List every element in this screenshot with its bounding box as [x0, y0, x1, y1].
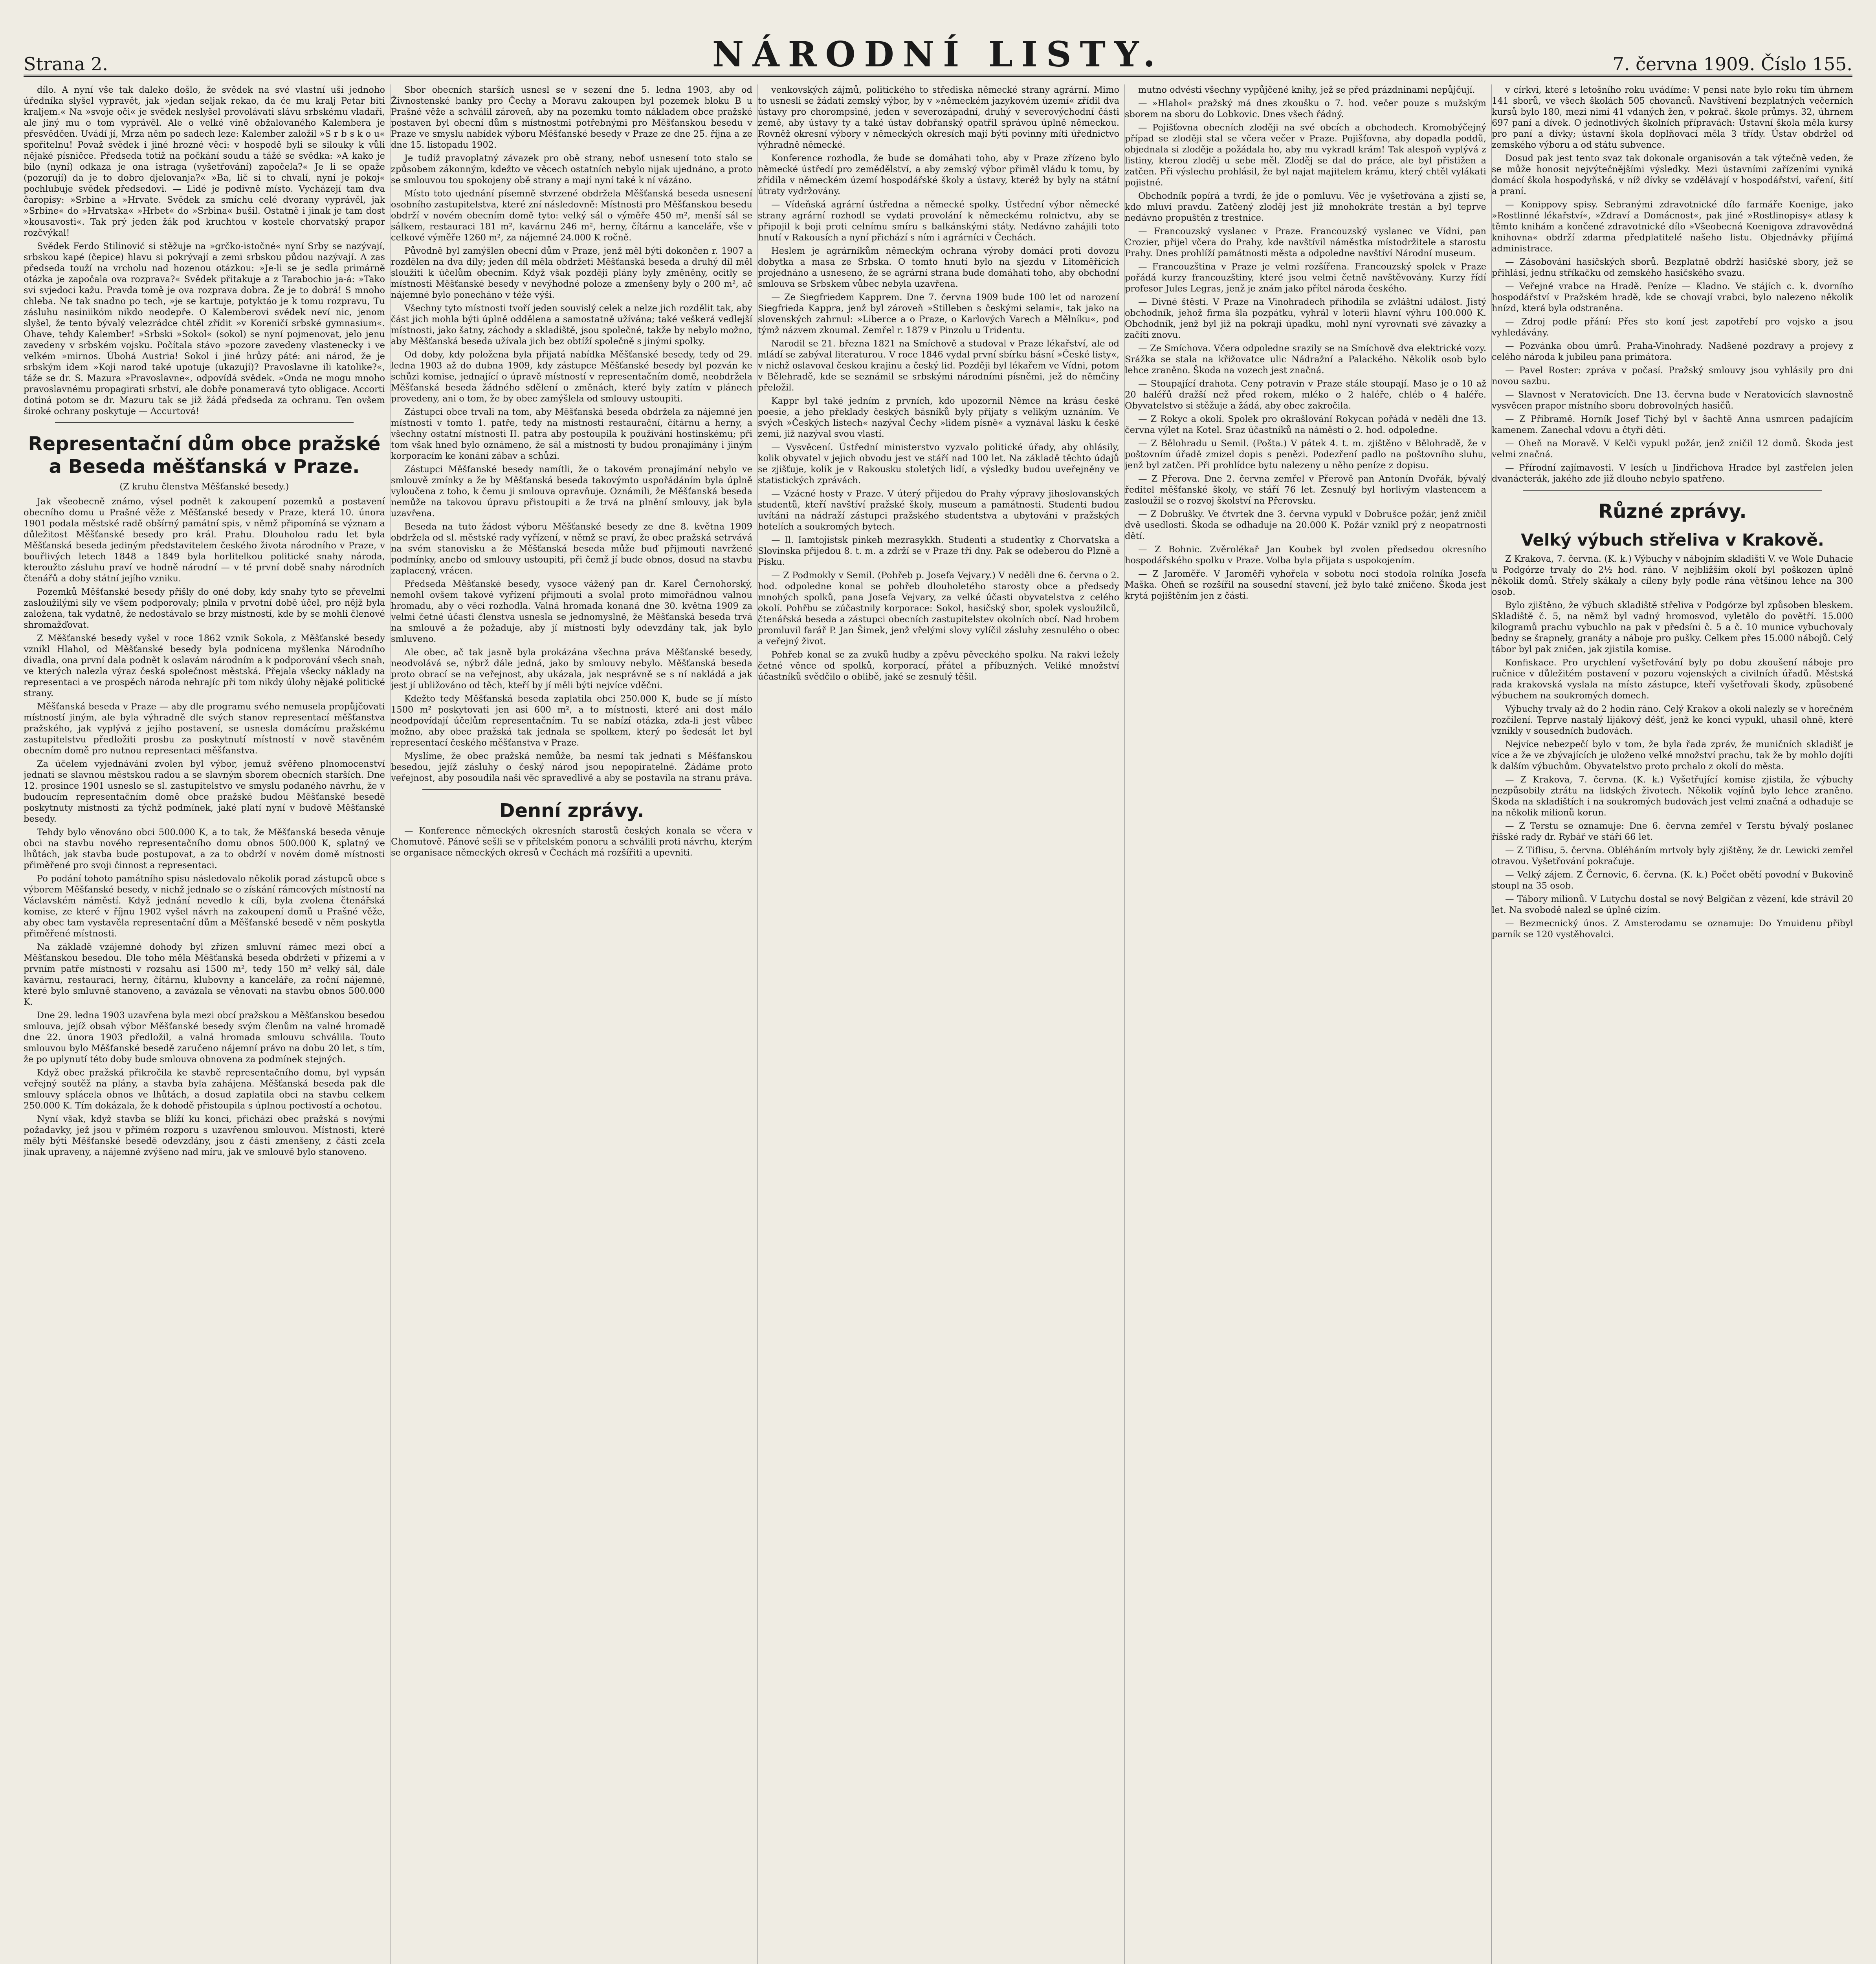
divider [55, 422, 354, 423]
column-3 [757, 84, 1119, 1964]
paragraph: Tehdy bylo věnováno obci 500.000 K, a to tak, že Měšťanská beseda věnuje obci na stavbu nového representačního domu obnos 500.000 K, splatný ve lhůtách, jak stavba bude postupovat, a za to obdrží v novém domě místnosti přiměřené pro svoji činnost a representaci. [24, 827, 385, 870]
paragraph: — Konference německých okresních starostů českých konala se včera v Chomutově. Pánové sešli se v přítelském ponoru a schválili proti návrhu, kterým se organisace německých okresů v Čechách má rozšířiti a upevniti. [391, 826, 752, 858]
page-number: Strana 2. [24, 53, 108, 75]
paragraph: — »Hlahol« pražský má dnes zkoušku o 7. hod. večer pouze s mužským sborem na sboru do Lobkovic. Dnes všech řádný. [1125, 98, 1486, 119]
paragraph: — Ze Siegfriedem Kapprem. Dne 7. června 1909 bude 100 let od narození Siegfrieda Kappra, jenž byl zároveň »Stilleben s českými selami«, tak jako na slovenských zahrnul: »Liberce a o Praze, o Karlových Varech a Mělníku«, pod týmž názvem zkoumal. Zemřel r. 1879 v Pinzolu u Tridentu. [758, 292, 1119, 335]
paragraph: — Ze Smíchova. Včera odpoledne srazily se na Smíchově dva elektrické vozy. Srážka se stala na křižovatce ulic Nádražní a Palackého. Několik osob bylo lehce zraněno. Škoda na vozech jest značná. [1125, 343, 1486, 376]
paragraph: Zástupci Měšťanské besedy namítli, že o takovém pronajímání nebylo ve smlouvě zmínky a že by Měšťanská beseda takovýmto uspořádáním byla úplně vyloučena z toho, k čemu ji smlouva opravňuje. Oznámili, že Měšťanská beseda nemůže na takovou úpravu přistoupiti a že trvá na plnění smlouvy, jak byla uzavřena. [391, 464, 752, 518]
paragraph: Pohřeb konal se za zvuků hudby a zpěvu pěveckého spolku. Na rakvi ležely četné věnce od spolků, korporací, přátel a příbuzných. Veliké množství účastníků svědčilo o oblibě, jaké se zesnulý těšil. [758, 650, 1119, 682]
paragraph: Konfiskace. Pro urychlení vyšetřování byly po dobu zkoušení náboje pro ručnice v důležitém postavení v pozoru vojenských a civilních úřadů. Městská rada krakovská vyslala na místo zástupce, kteří vyšetřovali škody, způsobené výbuchem na soukromých domech. [1492, 658, 1853, 701]
paragraph: Jak všeobecně známo, výsel podnět k zakoupení pozemků a postavení obecního domu u Prašné věže z Měšťanské besedy v Praze, která 10. února 1901 podala městské radě obšírný památní spis, v němž připomíná se význam a důležitost Měšťanské besedy pro král. Prahu. Dlouholou radu let byla Měšťanská beseda jediným představitelem českého života národního v Praze, v bouřlivých letech 1848 a 1849 byla horlitelkou politické snahy národa, kteroužto zásluhu praví ve hodně národní — v té první době snahy národních čtenářů a doby státní jejího vzniku. [24, 496, 385, 584]
paragraph: — Z Podmokly v Semil. (Pohřeb p. Josefa Vejvary.) V neděli dne 6. června o 2. hod. odpoledne konal se pohřeb dlouholetého starosty obce a předsedy mnohých spolků, pana Josefa Vejvary, za velké účasti obyvatelstva z celého okolí. Pohřbu se zúčastnily korporace: Sokol, hasičský sbor, spolek vysloužilců, čtenářská beseda a zástupci obecních zastupitelstev okolních obcí. Nad hrobem promluvil farář P. Jan Šimek, jenž vřelými slovy vylíčil zásluhy zesnulého o obec a veřejný život. [758, 570, 1119, 647]
paragraph: Původně byl zamýšlen obecní dům v Praze, jenž měl býti dokončen r. 1907 a rozdělen na dva díly; jeden díl měla obdržeti Měšťanská beseda a druhý díl měl sloužiti k účelům obecním. Když však později plány byly změněny, ocitly se místnosti Měšťanské besedy v nevýhodné poloze a zmenšeny byly o 200 m², ač nájemné bylo ponecháno v téže výši. [391, 246, 752, 300]
column-text [391, 84, 752, 784]
paragraph: — Pavel Roster: zpráva v počasí. Pražský smlouvy jsou vyhlásily pro dni novou sazbu. [1492, 365, 1853, 387]
article-body [391, 825, 752, 858]
paragraph: Od doby, kdy položena byla přijatá nabídka Měšťanské besedy, tedy od 29. ledna 1903 až do dubna 1909, kdy zástupce Měšťanské besedy byl pozván ke schůzi komise, jednající o úpravě místností v representačním domě, neobdržela Měšťanská beseda žádného sdělení o změnách, které byly zatím v plánech provedeny, ani o tom, že by obec zamýšlela od smlouvy ustoupiti. [391, 350, 752, 404]
paragraph: — Z Dobrušky. Ve čtvrtek dne 3. června vypukl v Dobrušce požár, jenž zničil dvě usedlosti. Škoda se odhaduje na 20.000 K. Požár vznikl prý z neopatrnosti dětí. [1125, 509, 1486, 541]
paragraph: — Přírodní zajímavosti. V lesích u Jindřichova Hradce byl zastřelen jelen dvanácterák, jakého zde již dlouho nebylo spatřeno. [1492, 463, 1853, 484]
masthead [24, 20, 1852, 77]
paragraph: — Oheň na Moravě. V Kelči vypukl požár, jenž zničil 12 domů. Škoda jest velmi značná. [1492, 438, 1853, 460]
paragraph: Dosud pak jest tento svaz tak dokonale organisován a tak výtečně veden, že se může honosit nejvýtečnějšími výsledky. Mezi ústavními zařízeními vyniká domácí škola hospodyňská, v níž dívky se vzdělávají v hospodářství, vaření, šití a praní. [1492, 153, 1853, 196]
column-2 [391, 84, 752, 1964]
paragraph: Výbuchy trvaly až do 2 hodin ráno. Celý Krakov a okolí nalezly se v horečném rozčilení. Teprve nastalý lijákový déšť, jenž ke konci vypukl, uhasil ohně, které vznikly v sousedních budovách. [1492, 704, 1853, 736]
article-headline: Representační dům obce pražské a Beseda měšťanská v Praze. [28, 433, 381, 478]
article-byline: (Z kruhu členstva Měšťanské besedy.) [119, 482, 289, 492]
issue-date: 7. června 1909. Číslo 155. [1612, 53, 1852, 75]
paragraph: dílo. A nyní vše tak daleko došlo, že svědek na své vlastní uši jednoho úředníka slyšel vypravět, jak »jedan seljak rekao, da će mu kralj Petar biti kraljem.« Na »svoje oči« je svědek neslyšel provolávati slávu srbskému vladaři, ale jiný mu o tom vyprávěl. Ale o velké vině obžalovaného Kalembera je přesvědčen. Uvádí jí, Mrza něm po sadech leze: Kalember založil »S r b s k o u« spořitelnu! Považ svědek i jiné hrozné věci: v hospodě byli se silouky k vůli nějaké písničce. Předseda totiž na počkání soudu a tážé se svědka: »A kako je bilo (nyní) odkaza je ona istraga (vyšetřování) započela?« Je li se opaže (pozorují) da je to dobro djelovanja?« »Ba, lič si to chvalí, nyní je pokoj« pochlubuje svědek předsedovi. — Lidé je podivně místo. Vycházejí tam dva čaropisy: »Srbine a »Hrvate. Svědek za smíchu celé dvorany vyprávěl, jak »Srbine« do »Hrvatska« »Hrbet« do »Srbina« bušil. Ostatně i jinak je tam dost »kousavosti«. Tak prý jeden žák pod kruchtou v kostele chorvatský prapor rozčvýkal! [24, 85, 385, 238]
paragraph: — Slavnost v Neratovicích. Dne 13. června bude v Neratovicích slavnostně vysvěcen prapor místního sboru dobrovolných hasičů. [1492, 390, 1853, 411]
paragraph: Kappr byl také jedním z prvních, kdo upozornil Němce na krásu české poesie, a jeho překlady českých básníků byly přijaty s velikým uznáním. Ve svých »Českých listech« nazýval Čechy »lidem písně« a vyznával lásku k české zemi, již nazýval svou vlastí. [758, 396, 1119, 439]
paragraph: — Z Terstu se oznamuje: Dne 6. června zemřel v Terstu bývalý poslanec říšské rady dr. Rybář ve stáří 66 let. [1492, 821, 1853, 842]
divider [422, 789, 721, 790]
paragraph: — Vídeňská agrární ústředna a německé spolky. Ústřední výbor německé strany agrární rozhodl se vydati provolání k německému rolnictvu, aby se připojil k boji proti celnímu smíru s balkánskými státy. Nedávno zahájili toto hnutí v Rakousích a nyní přichází s ním i agrárníci v Čechách. [758, 200, 1119, 243]
paragraph: Z Měšťanské besedy vyšel v roce 1862 vznik Sokola, z Měšťanské besedy vznikl Hlahol, od Měšťanské besedy byla podnícena myšlenka Národního divadla, ona první dala podnět k oslavám národním a k podporování všech snah, ve kterých nalezla výraz česká společnost městská. Přejala všecky náklady na representaci a ve prospěch národa nehrajíc při tom nikdy úlohy nějaké politické strany. [24, 633, 385, 698]
column-text [758, 84, 1119, 682]
article-headline: Denní zprávy. [499, 800, 644, 822]
article-subheadline: Velký výbuch střeliva v Krakově. [1521, 530, 1824, 550]
paragraph: — Z Krakova, 7. června. (K. k.) Vyšetřující komise zjistila, že výbuchy nezpůsobily ztrátu na lidských životech. Několik vojínů bylo lehce zraněno. Škoda na skladištích i na soukromých budovách jest velmi značná a odhaduje se na několik milionů korun. [1492, 775, 1853, 818]
paragraph: Na základě vzájemné dohody byl zřízen smluvní rámec mezi obcí a Měšťanskou besedou. Dle toho měla Měšťanská beseda obdržeti v přízemí a v prvním patře místnosti v rozsahu asi 1500 m², tedy 150 m² velký sál, dále kavárnu, restauraci, herny, čítárnu, klubovny a kanceláře, za roční nájemné, které bylo smluvně stanoveno, a zavázala se věnovati na stavbu obnos 500.000 K. [24, 942, 385, 1007]
paragraph: Je tudíž pravoplatný závazek pro obě strany, neboť usnesení toto stalo se způsobem zákonným, kdežto ve věcech ostatních nebylo nijak ujednáno, a proto se smlouvou tou spokojeny obě strany a mají nyní také k ní vázáno. [391, 153, 752, 185]
paragraph: Po podání tohoto památního spisu následovalo několik porad zástupců obce s výborem Měšťanské besedy, v nichž jednalo se o získání rámcových místností na Václavském náměstí. Když jednání nevedlo k cíli, byla zvolena čtenářská komise, ze které v říjnu 1902 vyšel návrh na zakoupení domů u Prašné věže, aby obec tam vystavěla representační dům a Měšťanské besedě v něm poskytla přiměřené místnosti. [24, 874, 385, 939]
paragraph: — Z Rokyc a okolí. Spolek pro okrašlování Rokycan pořádá v neděli dne 13. června výlet na Kotel. Sraz účastníků na náměstí o 2. hod. odpoledne. [1125, 414, 1486, 435]
paragraph: — Il. Iamtojistsk pinkeh mezrasykkh. Studenti a studentky z Chorvatska a Slovinska přijedou 8. t. m. a zdrží se v Praze tři dny. Pak se odeberou do Plzně a Písku. [758, 535, 1119, 567]
paragraph: — Z Bělohradu u Semil. (Pošta.) V pátek 4. t. m. zjištěno v Bělohradě, že v poštovním úřadě zmizel dopis s penězi. Podezření padlo na poštovního sluhu, jenž byl zatčen. Při prohlídce bytu nalezeny u něho peníze z dopisu. [1125, 438, 1486, 471]
paragraph: — Zdroj podle přání: Přes sto koní jest zapotřebí pro vojsko a jsou vyhledávány. [1492, 317, 1853, 338]
paragraph: — Stoupající drahota. Ceny potravin v Praze stále stoupají. Maso je o 10 až 20 haléřů dražší než před rokem, mléko o 2 haléře, chléb o 4 haléře. Obyvatelstvo si stěžuje a žádá, aby obec zakročila. [1125, 379, 1486, 411]
paragraph: venkovských zájmů, politického to střediska německé strany agrární. Mimo to usnesli se žádati zemský výbor, by v »německém jazykovém území« zřídil dva ústavy pro chorompsiné, jeden v severozápadní, druhý v severovýchodní části země, aby ústavy ty a také ústav dobřanský opatřil správou úplně německou. Rovněž okresní výbory v německých okresích mají býti povinny míti úřednictvo výhradně německé. [758, 85, 1119, 150]
paragraph: — Z Přerova. Dne 2. června zemřel v Přerově pan Antonín Dvořák, bývalý ředitel měšťanské školy, ve stáří 76 let. Zesnulý byl horlivým vlastencem a zasloužil se o rozvoj školství na Přerovsku. [1125, 474, 1486, 506]
paragraph: Když obec pražská přikročila ke stavbě representačního domu, byl vypsán veřejný soutěž na plány, a stavba byla zahájena. Měšťanská beseda pak dle smlouvy splácela obnos ve lhůtách, a dosud zaplatila obci na stavbu celkem 250.000 K. Tím dokázala, že k dohodě přistoupila s úplnou poctivostí a ochotou. [24, 1068, 385, 1111]
paragraph: — Z Tiflisu, 5. června. Obléháním mrtvoly byly zjištěny, že dr. Lewicki zemřel otravou. Vyšetřování pokračuje. [1492, 845, 1853, 867]
paragraph: — Konippovy spisy. Sebranými zdravotnické dílo farmáře Koenige, jako »Rostlinné lékařství«, »Zdraví a Domácnost«, pak jiné »Rostlinopisy« atlasy k těmto knihám a končené zdravotnické dílo »Všeobecná Koenigova zdravovědná knihovna« obdrží zdarma předplatitelé našeho listu. Objednávky přijímá administrace. [1492, 200, 1853, 254]
paragraph: — Tábory milionů. V Lutychu dostal se nový Belgičan z vězení, kde strávil 20 let. Na svobodě nalezl se úplně cizím. [1492, 894, 1853, 915]
paragraph: Obchodník popírá a tvrdí, že jde o pomluvu. Věc je vyšetřována a zjistí se, kdo mluví pravdu. Zatčený zloděj jest již mnohokráte trestán a byl teprve nedávno propuštěn z trestnice. [1125, 191, 1486, 223]
article-body [24, 496, 385, 1158]
paragraph: Ale obec, ač tak jasně byla prokázána všechna práva Měšťanské besedy, neodvolává se, nýbrž dále jedná, jako by smlouvy nebylo. Měšťanská beseda proto obrací se na veřejnost, aby ukázala, jak nesprávně se s ní nakládá a jak jest jí ubližováno od těch, kteří by jí měli býti nejvíce vděčni. [391, 647, 752, 691]
paragraph: Narodil se 21. března 1821 na Smíchově a studoval v Praze lékařství, ale od mládí se zabýval literaturou. V roce 1846 vydal první sbírku básní »České listy«, v nichž oslavoval českou krajinu a český lid. Později byl lékařem ve Vídni, potom v Bělehradě, kde se seznámil se srbskými národními písněmi, jež do němčiny přeložil. [758, 339, 1119, 393]
divider [1523, 490, 1822, 491]
paragraph: Bylo zjištěno, že výbuch skladiště střeliva v Podgórze byl způsoben bleskem. Skladiště č. 5, na němž byl vadný hromosvod, vyletělo do povětří. 15.000 kilogramů prachu vybuchlo na pak v předsíni č. 5 a č. 10 munice vybuchovaly bedny se šrapnely, granáty a náboje pro pušky. Celkem přes 15.000 nábojů. Celý tábor byl pak zničen, jak zjistila komise. [1492, 600, 1853, 654]
paragraph: — Vysvěcení. Ústřední ministerstvo vyzvalo politické úřady, aby ohlásily, kolik obyvatel v jejich obvodu jest ve stáří nad 100 let. Na základě těchto údajů se zjišťuje, kolik je v Rakousku stoletých lidí, a výsledky budou uveřejněny ve statistických zprávách. [758, 442, 1119, 486]
paragraph: — Divné štěstí. V Praze na Vinohradech přihodila se zvláštní událost. Jistý obchodník, jehož firma šla pozpátku, vyhrál v loterii hlavní výhru 100.000 K. Obchodník, jenž byl již na pokraji úpadku, mohl nyní vyrovnati své závazky a začíti znovu. [1125, 297, 1486, 340]
paragraph: Konference rozhodla, že bude se domáhati toho, aby v Praze zřízeno bylo německé ústředí pro zemědělství, a aby zemský výbor přiměl vládu k tomu, by zřídila v německém území hospodářské školy a ústavy, kteréž by byly na státní útraty vydržovány. [758, 153, 1119, 196]
column-text [1492, 84, 1853, 484]
paragraph: Pozemků Měšťanské besedy přišly do oné doby, kdy snahy tyto se převelmi zasloužilými sily ve všem podporovaly; plnila v prvotní době účel, pro nějž byla založena, tak vydatně, že nedostávalo se brzy místností, kde by se mohli členové shromažďovat. [24, 587, 385, 630]
paragraph: Kdežto tedy Měšťanská beseda zaplatila obci 250.000 K, bude se jí místo 1500 m² poskytovati jen asi 600 m², a to místnosti, které ani dost málo neodpovídají účelům representačním. Tu se nabízí otázka, zda-li jest vůbec možno, aby obec pražská tak jednala se spolkem, který po šedesát let byl representací českého měšťanstva v Praze. [391, 694, 752, 748]
paragraph: — Pozvánka obou úmrů. Praha-Vinohrady. Nadšené pozdravy a projevy z celého národa k jubileu pana primátora. [1492, 341, 1853, 362]
newspaper-title: NÁRODNÍ LISTY. [712, 34, 1164, 75]
paragraph: — Zásobování hasičských sborů. Bezplatně obdrží hasičské sbory, jež se přihlásí, jednu stříkačku od zemského hasičského svazu. [1492, 257, 1853, 278]
article-body [1492, 553, 1853, 940]
paragraph: Heslem je agrárníkům německým ochrana výroby domácí proti dovozu dobytka a masa ze Srbska. O tomto hnutí bylo na sjezdu v Litoměřicích projednáno a usneseno, že se agrární strana bude domáhati toho, aby obchodní smlouva se Srbskem vůbec nebyla uzavřena. [758, 246, 1119, 289]
paragraph: Předseda Měšťanské besedy, vysoce vážený pan dr. Karel Černohorský, nemohl ovšem takové vyřízení přijmouti a svolal proto mimořádnou valnou hromadu, aby o věci rozhodla. Valná hromada konaná dne 30. května 1909 za velmi četné účasti členstva usnesla se jednomyslně, že Měšťanská beseda trvá na smlouvě a že požaduje, aby jí místnosti byly odevzdány tak, jak bylo smluveno. [391, 579, 752, 644]
paragraph: Místo toto ujednání písemně stvrzené obdržela Měšťanská beseda usnesení osobního zastupitelstva, které zní následovně: Místnosti pro Měšťanskou besedu obdrží v novém obecním domě tyto: velký sál o výměře 450 m², menší sál se sálkem, restauraci 181 m², kavárnu 246 m², herny, čítárnu a kanceláře, vše v celkové výměře 1260 m², za nájemné 24.000 K ročně. [391, 189, 752, 243]
paragraph: Svědek Ferdo Stilinović si stěžuje na »grčko-istočné« nyní Srby se nazývají, srbskou kapé (čepice) hlavu si pokrývají a zemi srbskou půdou nazývají. A zas předseda touží na vrcholu nad hozenou otázkou: »Je-li se je sedla primárně otázka je započala ova rozprava?« Svědek přitakuje a z Tarabochio ja-á: »Tako svi svjedoci kažu. Pravda tomě je ova rozprava dobra. Že je to dobrá! S mnoho chleba. Ne tak snadno po tech, »je se kartuje, potyktáo je k tomu rozpravu, Tu zásluhu nasiniikóm nikdo neodepře. O Kalemberovi svědek neví nic, jenom slyšel, že tento bývalý velezrádce chtěl zřídit »v Koreničí srbské gymnasium«. Ohave, tehdy Kalember! »Srbski »Sokol« (sokol) se nyní pojmenovat, jelo jenu zavedeny v srbském vojsku. Počítala stávo »pozore zavedeny vlastenecky i ve velkém »mirnos. Úbohá Austria! Sokol i jiné hrůzy páté: ani národ, že je srbským idem »Koji narod také upotuje (ukazují)? Pravoslavne ili katolike?«, táže se dr. S. Mazura »Pravoslavne«, odpovídá svědek. »Onda ne mogu mnoho pravoslavnému propagirati srbství, ale dobře ponameravá tyto obligace. Accorti dotiná potom se dr. Mazuru tak se již žádá předseda za ochranu. Ten ovšem široké ochrany poskytuje — Accurtová! [24, 241, 385, 416]
column-1 [24, 84, 385, 1964]
paragraph: Z Krakova, 7. června. (K. k.) Výbuchy v nábojním skladišti V. ve Wole Duhacie u Podgórze trvaly do 2½ hod. ráno. V nejbližším okolí byl poškozen úplně několik domů. Střely skákaly a cíleny byly podle rána většinou lehce na 300 osob. [1492, 554, 1853, 597]
paragraph: — Vzácné hosty v Praze. V úterý přijedou do Prahy výpravy jihoslovanských studentů, kteří navštíví pražské školy, museum a památnosti. Studenti budou uvítáni na nádraží zástupci pražského studentstva a ubytováni v pražských hotelích a soukromých bytech. [758, 489, 1119, 532]
article-headline: Různé zprávy. [1598, 500, 1747, 522]
paragraph: Nyní však, když stavba se blíží ku konci, přichází obec pražská s novými požadavky, jež jsou v přímém rozporu s uzavřenou smlouvou. Místnosti, které měly býti Měšťanské besedě odevzdány, jsou z části zmenšeny, z části zcela jinak upraveny, a nájemné zvýšeno nad míru, jak ve smlouvě bylo stanoveno. [24, 1114, 385, 1157]
paragraph: — Francouzština v Praze je velmi rozšířena. Francouzský spolek v Praze pořádá kurzy francouzštiny, které jsou velmi četně navštěvovány. Kurzy řídí profesor Jules Legras, jenž je znám jako přítel národa českého. [1125, 262, 1486, 294]
paragraph: — Bezmecnický únos. Z Amsterodamu se oznamuje: Do Ymuidenu přibyl parník se 120 vystěhovalci. [1492, 918, 1853, 940]
paragraph: — Z Přibramě. Horník Josef Tichý byl v šachtě Anna usmrcen padajícím kamenem. Zanechal vdovu a čtyři děti. [1492, 414, 1853, 435]
column-text [1125, 84, 1486, 601]
column-4 [1124, 84, 1486, 1964]
paragraph: Za účelem vyjednávání zvolen byl výbor, jemuž svěřeno plnomocenství jednati se slavnou městskou radou a se slavným sborem obecních starších. Dne 12. prosince 1901 usneslo se sl. zastupitelstvo ve smyslu podaného návrhu, že v budoucím representačním domě obce pražské budou Měšťanské besedě poskytnuty místnosti za týchž podmínek, jaké platí nyní v budově Měšťanské besedy. [24, 759, 385, 824]
paragraph: — Z Bohnic. Zvěrolékař Jan Koubek byl zvolen předsedou okresního hospodářského spolku v Praze. Volba byla přijata s uspokojením. [1125, 544, 1486, 566]
paragraph: — Pojišťovna obecních zloději na své obcích a obchodech. Kromobýčejný případ se zloději stal se včera večer v Praze. Pojišťovna, aby dopadla poddů, objednala si zloděje a požádala ho, aby mu vykradl krám! Tak alespoň vyplývá z listiny, kterou zloděj u sebe měl. Zloděj se dal do práce, ale byl přistižen a zatčen. Při výslechu prohlásil, že byl najat majitelem krámu, který chtěl vylákati pojistné. [1125, 123, 1486, 188]
column-5 [1491, 84, 1853, 1964]
paragraph: — Veřejné vrabce na Hradě. Peníze — Kladno. Ve stájích c. k. dvorního hospodářství v Pražském hradě, kde se chovají vrabci, bylo nalezeno několik hnízd, která byla odstraněna. [1492, 281, 1853, 313]
paragraph: Nejvíce nebezpečí bylo v tom, že byla řada zpráv, že muničních skladišť je více a že ve zbývajících je uloženo velké množství prachu, tak že by mohlo dojíti k dalším výbuchům. Obyvatelstvo proto prchalo z okolí do města. [1492, 739, 1853, 771]
column-text [24, 84, 385, 417]
paragraph: v církvi, které s letošního roku uvádíme: V pensi nate bylo roku tím úhrnem 141 sborů, ve všech školách 505 chovanců. Navštívení bezplatných večerních kursů bylo 180, mezi nimi 41 vdaných žen, v pokrač. škole průmys. 32, úhrnem 697 paní a dívek. O jednotlivých školních přípravách: Ústavní škola měla kursy pro paní a dívky; ústavní škola doplňovací měla 3 třídy. Ústav obdržel od zemského výboru a od státu subvence. [1492, 85, 1853, 150]
paragraph: Beseda na tuto žádost výboru Měšťanské besedy ze dne 8. května 1909 obdržela od sl. městské rady vyřízení, v němž se praví, že obec pražská setrvává na svém stanovisku a že Měšťanská beseda může buď přijmouti navržené podmínky, anebo od smlouvy ustoupiti, při čemž jí bude obnos, dosud na stavbu zaplacený, vrácen. [391, 522, 752, 576]
paragraph: — Z Jaroměře. V Jaroměři vyhořela v sobotu noci stodola rolníka Josefa Maška. Oheň se rozšířil na sousední stavení, jež bylo také zničeno. Škoda jest krytá pojištěním jen z části. [1125, 569, 1486, 601]
paragraph: Myslíme, že obec pražská nemůže, ba nesmí tak jednati s Měšťanskou besedou, jejíž zásluhy o český národ jsou nepopiratelné. Žádáme proto veřejnost, aby posoudila naši věc spravedlivě a aby se postavila na stranu práva. [391, 751, 752, 783]
paragraph: — Velký zájem. Z Černovic, 6. června. (K. k.) Počet obětí povodní v Bukovině stoupl na 35 osob. [1492, 870, 1853, 891]
paragraph: Sbor obecních starších usnesl se v sezení dne 5. ledna 1903, aby od Živnostenské banky pro Čechy a Moravu zakoupen byl pozemek bloku B u Prašné věže a schválil zároveň, aby na pozemku tomto nákladem obce pražské postaven byl obecní dům s místnostmi potřebnými pro Měšťanskou besedu v Praze ve smyslu nabídek výboru Měšťanské besedy v Praze ze dne 25. října a ze dne 15. listopadu 1902. [391, 85, 752, 150]
paragraph: Zástupci obce trvali na tom, aby Měšťanská beseda obdržela za nájemné jen místnosti v tomto 1. patře, tedy na místnosti restaurační, čítárnu a herny, a všechny ostatní místnosti II. patra aby postoupila k používání hostinskému; při tom však hned bylo oznámeno, že sál a místnosti ty budou pronajímány i jiným korporacím ke konání zábav a schůzí. [391, 407, 752, 461]
paragraph: Dne 29. ledna 1903 uzavřena byla mezi obcí pražskou a Měšťanskou besedou smlouva, jejíž obsah výbor Měšťanské besedy svým členům na valné hromadě dne 22. února 1903 předložil, a valná hromada smlouvu schválila. Touto smlouvou bylo Měšťanské besedě zaručeno nájemní právo na dobu 20 let, s tím, že po uplynutí této doby bude smlouva obnovena za podmínek stejných. [24, 1010, 385, 1064]
paragraph: — Francouzský vyslanec v Praze. Francouzský vyslanec ve Vídni, pan Crozier, přijel včera do Prahy, kde navštívil náměstka místodržitele a starostu Prahy. Dnes prohlíží památnosti města a odpoledne navštíví Národní museum. [1125, 226, 1486, 258]
paragraph: mutno odvésti všechny vypůjčené knihy, jež se před prázdninami nepůjčují. [1138, 85, 1475, 95]
paragraph: Měšťanská beseda v Praze — aby dle programu svého nemusela propůjčovati místností jiným, ale byla výhradně dle svých stanov representací měšťanstva pražského, jak vyplývá z jejího postavení, se usnesla domácímu pražskému zastupitelstvu předložiti prosbu za poskytnutí místností v nově stavěném obecním domě pro nutnou representaci měšťanstva. [24, 702, 385, 756]
paragraph: Všechny tyto místnosti tvoří jeden souvislý celek a nelze jich rozdělit tak, aby část jich mohla býti úplně oddělena a samostatně užívána; také veškerá vedlejší místnosti, jako šatny, záchody a skladiště, jsou společné, takže by nebylo možno, aby Měšťanská beseda užívala jich bez obtíží společně s jinými spolky. [391, 303, 752, 346]
